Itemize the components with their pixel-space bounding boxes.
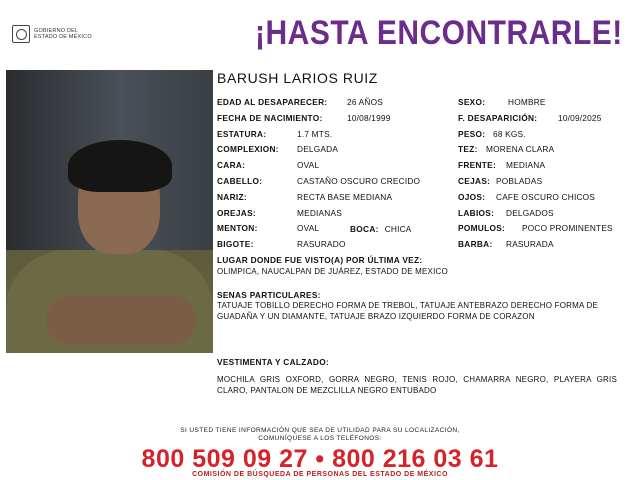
field-value: OVAL [297, 160, 320, 171]
field-value: 26 AÑOS [347, 97, 383, 107]
field-label: MENTON: [217, 223, 258, 234]
last-seen-title: LUGAR DONDE FUE VISTO(A) POR ÚLTIMA VEZ: [217, 255, 423, 265]
phone-numbers[interactable]: 800 509 09 27 • 800 216 03 61 [141, 445, 499, 473]
person-photo [6, 70, 213, 353]
field-value: RECTA BASE MEDIANA [297, 191, 393, 202]
logo-line-2: ESTADO DE MÉXICO [34, 34, 92, 40]
field-row [458, 160, 546, 171]
field-row [217, 223, 320, 234]
field-label: CABELLO: [217, 176, 263, 186]
field-row [458, 239, 554, 250]
field-label: BOCA: [350, 224, 379, 234]
field-label: BARBA: [458, 239, 493, 250]
state-logo [12, 24, 122, 44]
field-value: DELGADA [297, 144, 339, 155]
field-label: FRENTE: [458, 160, 497, 171]
field-value: MEDIANA [506, 160, 546, 171]
field-value: CAFE OSCURO CHICOS [496, 191, 596, 202]
field-label: PESO: [458, 128, 486, 139]
field-value: DELGADOS [506, 207, 554, 218]
field-row [458, 144, 555, 155]
headline: ¡HASTA ENCONTRARLE! [255, 14, 623, 52]
logo-line-1: GOBIERNO DEL [34, 28, 79, 34]
footer-info-line-2: COMUNÍQUESE A LOS TELÉFONOS: [258, 435, 382, 442]
clothing-text: MOCHILA GRIS OXFORD, GORRA NEGRO, TENIS ROJO, CHAMARRA NEGRO, PLAYERA GRIS CLARO, PANTALON DE MEZCLILLA NEGRO ENTUBADO [217, 375, 617, 395]
clothing-title: VESTIMENTA Y CALZADO: [217, 357, 330, 367]
marks-title: SENAS PARTICULARES: [217, 290, 321, 300]
field-value: 68 KGS. [493, 128, 526, 139]
field-label: TEZ: [458, 144, 478, 155]
field-row [217, 128, 333, 139]
last-seen-text: OLIMPICA, NAUCALPAN DE JUÁREZ, ESTADO DE MEXICO [217, 267, 448, 276]
field-boca [350, 224, 412, 234]
field-value: POBLADAS [496, 176, 543, 186]
field-value: POCO PROMINENTES [522, 223, 613, 234]
field-label: CEJAS: [458, 176, 491, 186]
marks-text: TATUAJE TOBILLO DERECHO FORMA DE TREBOL, TATUAJE ANTEBRAZO DERECHO FORMA DE GUADAÑA Y UN DIAMANTE, TATUAJE BRAZO IZQUIERDO FORMA DE CORAZON [217, 301, 598, 321]
footer-info-line-1: SI USTED TIENE INFORMACIÓN QUE SEA DE UTILIDAD PARA SU LOCALIZACIÓN, [180, 427, 460, 434]
field-label: SEXO: [458, 97, 486, 107]
field-value: CHICA [384, 224, 412, 234]
field-value: 10/08/1999 [347, 112, 391, 123]
field-label: FECHA DE NACIMIENTO: [217, 112, 323, 123]
field-value: HOMBRE [508, 97, 546, 107]
field-row [217, 160, 320, 171]
field-label: LABIOS: [458, 207, 495, 218]
field-label: COMPLEXION: [217, 144, 279, 155]
field-row [217, 207, 342, 218]
field-label: CARA: [217, 160, 246, 171]
field-label: OJOS: [458, 191, 486, 202]
field-row [458, 97, 546, 107]
field-value: 10/09/2025 [558, 112, 602, 123]
person-name: BARUSH LARIOS RUIZ [217, 70, 378, 86]
field-row [458, 223, 613, 234]
field-value: MORENA CLARA [486, 144, 555, 155]
logo-text [34, 28, 92, 40]
field-label: BIGOTE: [217, 239, 254, 250]
field-row [217, 239, 346, 250]
commission-name: COMISIÓN DE BÚSQUEDA DE PERSONAS DEL ESTADO DE MÉXICO [192, 471, 448, 478]
coat-of-arms-icon [12, 25, 30, 43]
field-row [458, 191, 596, 202]
field-value: OVAL [297, 223, 320, 234]
field-row [458, 112, 602, 123]
field-label: EDAD AL DESAPARECER: [217, 97, 328, 107]
field-row [217, 176, 421, 186]
field-row [458, 176, 543, 186]
field-value: MEDIANAS [297, 207, 342, 218]
field-value: CASTAÑO OSCURO CRECIDO [297, 176, 421, 186]
field-value: RASURADA [506, 239, 554, 250]
field-label: F. DESAPARICIÓN: [458, 112, 538, 123]
field-row [217, 97, 383, 107]
field-row [217, 191, 393, 202]
field-row [217, 112, 391, 123]
field-label: NARIZ: [217, 191, 247, 202]
field-value: 1.7 MTS. [297, 128, 333, 139]
field-row [458, 128, 526, 139]
field-row [217, 144, 339, 155]
field-value: RASURADO [297, 239, 346, 250]
field-label: POMULOS: [458, 223, 506, 234]
field-label: OREJAS: [217, 207, 256, 218]
field-row [458, 207, 554, 218]
field-label: ESTATURA: [217, 128, 267, 139]
